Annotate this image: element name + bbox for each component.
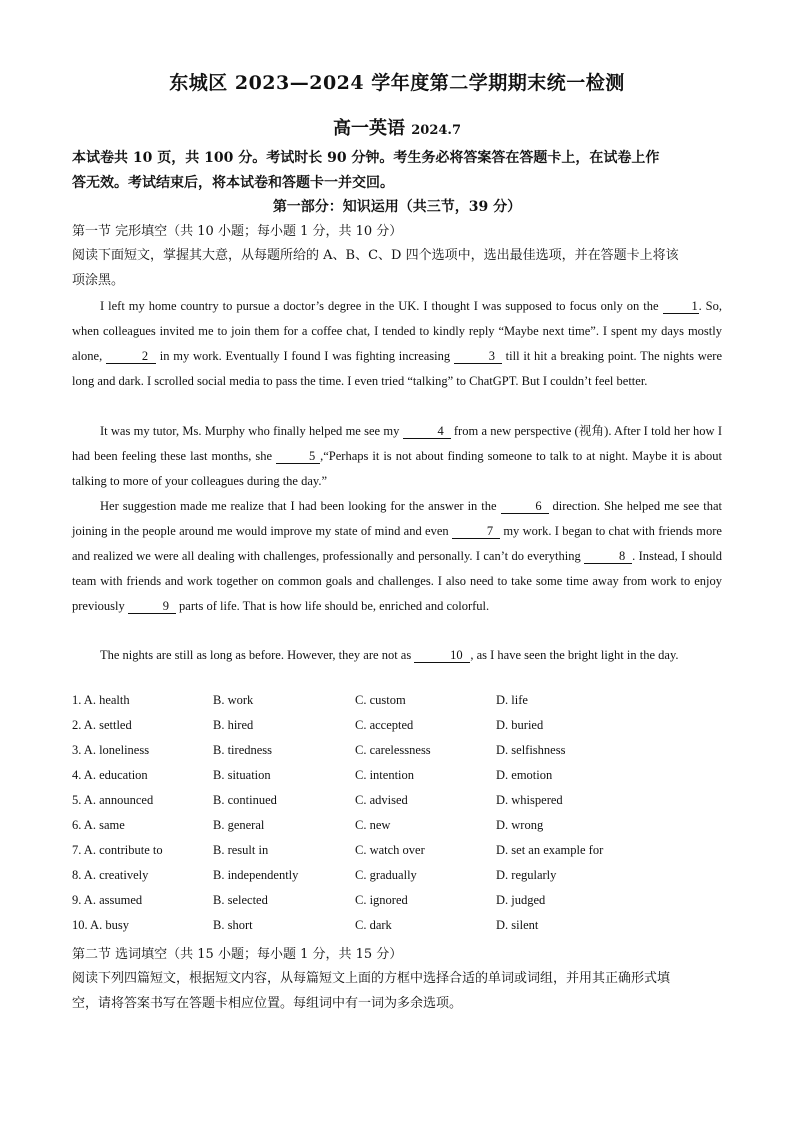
passage-paragraph-3 (72, 494, 722, 619)
passage-text: , as I have seen the bright light in the day. (470, 648, 679, 662)
instruction-line: 阅读下面短文，掌握其大意，从每题所给的 A、B、C、D 四个选项中，选出最佳选项，并在答题卡上将该 (72, 248, 679, 263)
option-b: B. work (213, 693, 254, 707)
option-c: C. new (355, 818, 391, 832)
option-d: D. silent (496, 918, 539, 932)
passage-text: ,“Perhaps it is not about finding someone to talk to at night. Maybe it is about talking to more of your colleagues during the day.” (72, 449, 722, 488)
part-one-title: 第一部分：知识运用（共三节，39 分） (272, 199, 522, 215)
blank-3: 3 (454, 349, 502, 364)
blank-10: 10 (414, 648, 470, 663)
option-a: 7. A. contribute to (72, 843, 163, 857)
instruction-line: 空，请将答案书写在答题卡相应位置。每组词中有一词为多余选项。 (72, 996, 463, 1011)
subject-name: 高一英语 (332, 118, 405, 139)
option-a: 3. A. loneliness (72, 743, 150, 757)
passage-text: . Instead, I should team with friends and work together on common goals and challenges. I also need to take some time away from work to enjoy previously (72, 549, 722, 613)
option-c: C. ignored (355, 893, 408, 907)
blank-5: 5 (276, 449, 320, 464)
option-d: D. set an example for (496, 843, 604, 857)
instruction-line: 项涂黑。 (72, 273, 125, 288)
option-a: 2. A. settled (72, 718, 132, 732)
option-d: D. whispered (496, 793, 563, 807)
passage-text: my work. I began to chat with friends more and realized we were all dealing with challenges, professionally and personally. I can’t do everything (72, 524, 722, 563)
option-d: D. emotion (496, 768, 553, 782)
option-b: B. situation (213, 768, 271, 782)
option-c: C. dark (355, 918, 392, 932)
blank-2: 2 (106, 349, 156, 364)
passage-text: parts of life. That is how life should be, enriched and colorful. (175, 599, 490, 613)
option-a: 8. A. creatively (72, 868, 149, 882)
option-b: B. result in (213, 843, 269, 857)
notice-line: 本试卷共 10 页，共 100 分。考试时长 90 分钟。考生务必将答案答在答题卡上，在试卷上作 (72, 150, 660, 166)
option-row (72, 818, 722, 843)
option-c: C. advised (355, 793, 408, 807)
option-b: B. tiredness (213, 743, 273, 757)
instruction-line: 阅读下列四篇短文，根据短文内容，从每篇短文上面的方框中选择合适的单词或词组，并用其正确形式填 (72, 971, 671, 986)
option-b: B. continued (213, 793, 277, 807)
option-a: 9. A. assumed (72, 893, 143, 907)
option-b: B. selected (213, 893, 268, 907)
option-c: C. accepted (355, 718, 414, 732)
passage-text: Her suggestion made me realize that I had been looking for the answer in the (100, 499, 501, 513)
option-c: C. custom (355, 693, 406, 707)
exam-subtitle (0, 114, 794, 140)
option-row (72, 743, 722, 768)
notice-line: 答无效。考试结束后，将本试卷和答题卡一并交回。 (72, 175, 394, 191)
option-a: 1. A. health (72, 693, 130, 707)
blank-7: 7 (452, 524, 500, 539)
option-row (72, 718, 722, 743)
option-row (72, 693, 722, 718)
option-a: 6. A. same (72, 818, 125, 832)
option-a: 10. A. busy (72, 918, 129, 932)
passage-text: I left my home country to pursue a doctor’s degree in the UK. I thought I was supposed to focus only on the (100, 299, 663, 313)
option-row (72, 768, 722, 793)
section-one-instruction (72, 243, 722, 293)
blank-6: 6 (501, 499, 549, 514)
option-d: D. judged (496, 893, 546, 907)
exam-date: 2024.7 (411, 123, 462, 138)
passage-text: It was my tutor, Ms. Murphy who finally helped me see my (100, 424, 403, 438)
option-b: B. independently (213, 868, 299, 882)
option-b: B. general (213, 818, 265, 832)
option-c: C. gradually (355, 868, 417, 882)
option-d: D. regularly (496, 868, 557, 882)
passage-text: from a new perspective (视角). After I told her how I had been feeling these last months, she (72, 424, 723, 463)
option-row (72, 893, 722, 918)
option-c: C. carelessness (355, 743, 431, 757)
section-two-instruction (72, 966, 722, 1016)
option-d: D. life (496, 693, 528, 707)
passage-text: direction. She helped me see that joining in the people around me would improve my state of mind and even (72, 499, 722, 538)
exam-notice (72, 146, 722, 196)
option-row (72, 793, 722, 818)
option-d: D. selfishness (496, 743, 566, 757)
option-b: B. short (213, 918, 253, 932)
option-a: 4. A. education (72, 768, 148, 782)
passage-text: . So, when colleagues invited me to join them for a coffee chat, I tended to kindly reply “Maybe next time”. I spent my days mostly alone, (72, 299, 723, 363)
option-row (72, 918, 722, 943)
blank-4: 4 (403, 424, 451, 439)
option-row (72, 868, 722, 893)
passage-text: The nights are still as long as before. However, they are not as (100, 648, 415, 662)
exam-title: 东城区 2023—2024 学年度第二学期期末统一检测 (169, 72, 625, 94)
passage-paragraph-2 (72, 419, 722, 494)
blank-1: 1 (663, 299, 699, 314)
passage-text: till it hit a breaking point. The nights were long and dark. I scrolled social media to pass the time. I even tried “talking” to ChatGPT. But I couldn’t feel better. (72, 349, 722, 388)
option-b: B. hired (213, 718, 254, 732)
option-c: C. intention (355, 768, 415, 782)
option-d: D. wrong (496, 818, 544, 832)
option-a: 5. A. announced (72, 793, 154, 807)
option-c: C. watch over (355, 843, 425, 857)
option-row (72, 843, 722, 868)
passage-paragraph-4 (72, 643, 722, 668)
section-one-heading: 第一节 完形填空（共 10 小题；每小题 1 分，共 10 分） (72, 224, 403, 239)
option-d: D. buried (496, 718, 544, 732)
blank-8: 8 (584, 549, 632, 564)
blank-9: 9 (128, 599, 176, 614)
passage-text: in my work. Eventually I found I was fighting increasing (155, 349, 454, 363)
passage-paragraph-1 (72, 294, 722, 394)
section-two-heading: 第二节 选词填空（共 15 小题；每小题 1 分，共 15 分） (72, 947, 403, 962)
